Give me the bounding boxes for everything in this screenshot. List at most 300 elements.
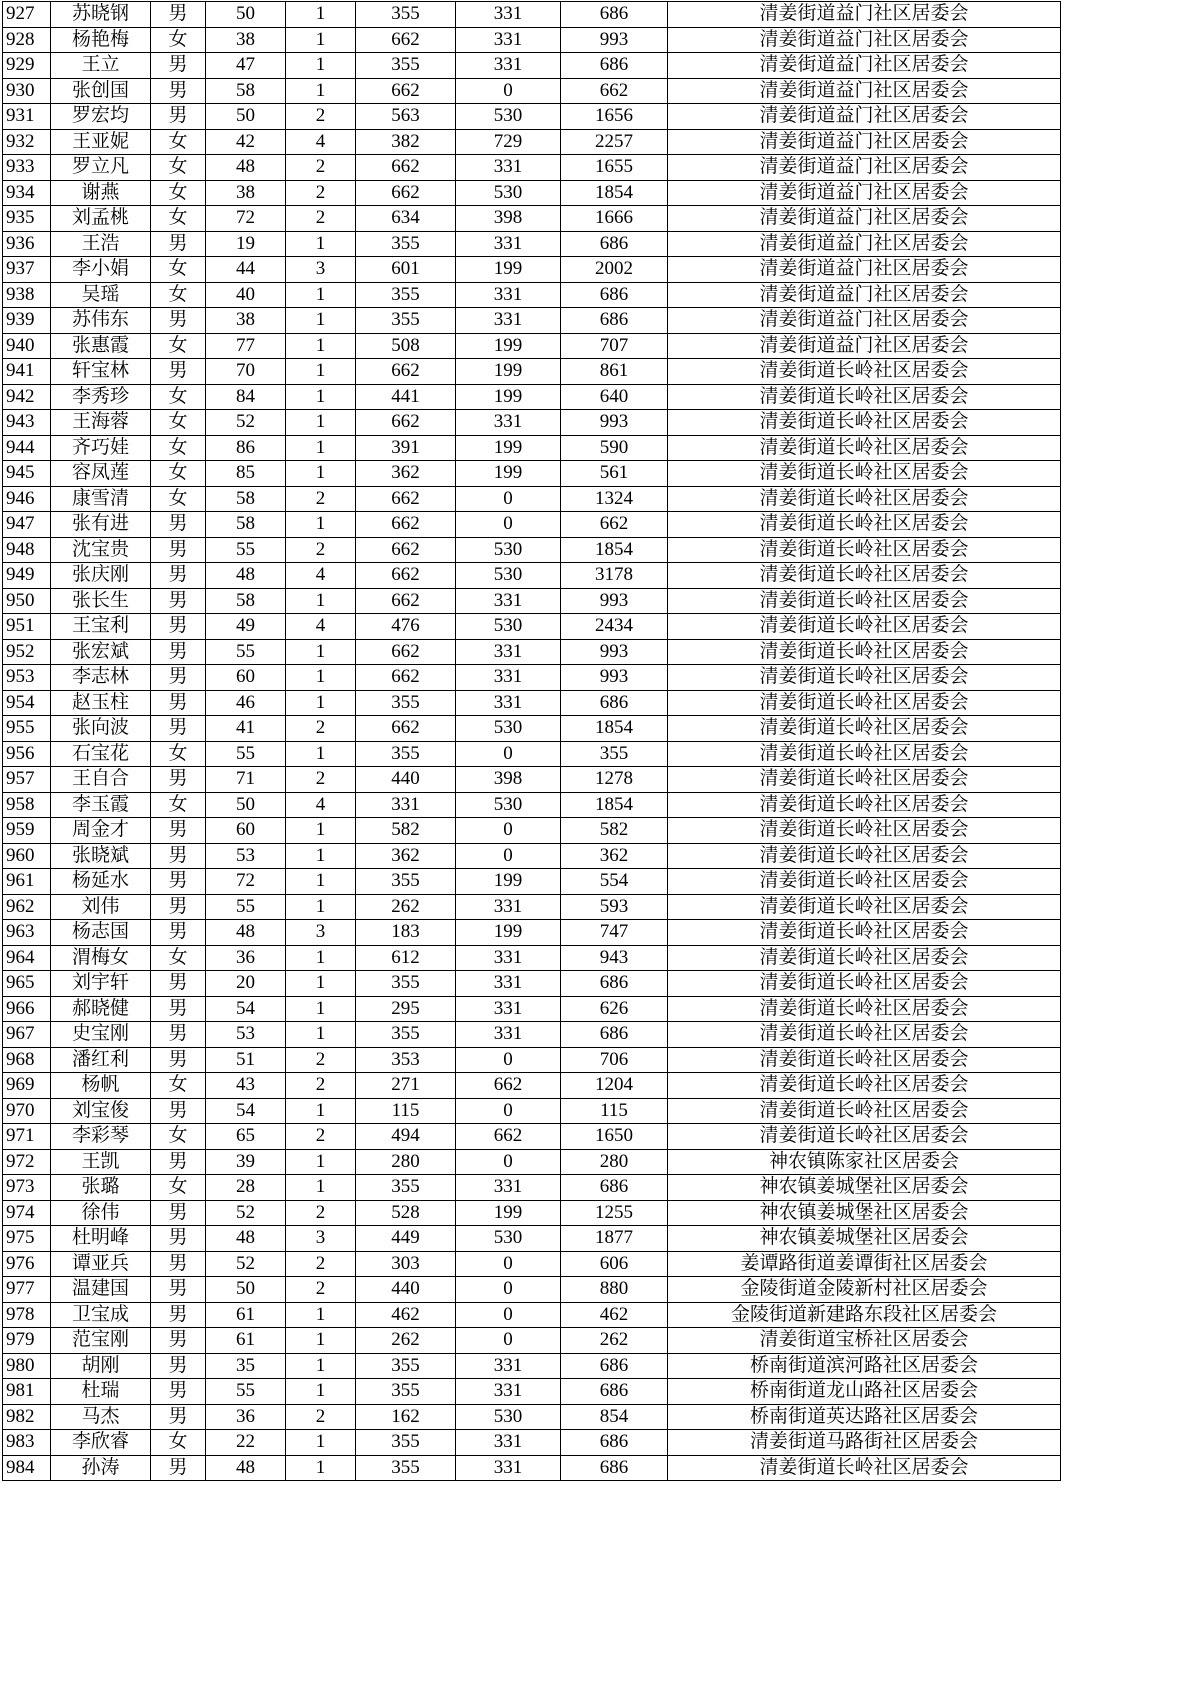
total-amount-cell: 2002 [561, 257, 668, 283]
household-size-cell: 2 [286, 155, 356, 181]
total-amount-cell: 707 [561, 333, 668, 359]
amount-b-cell: 199 [456, 435, 561, 461]
age-cell: 38 [206, 180, 286, 206]
gender-cell: 男 [151, 1353, 206, 1379]
row-number-cell: 951 [3, 614, 51, 640]
table-row [3, 563, 1061, 589]
name-cell: 赵玉柱 [51, 690, 151, 716]
row-number-cell: 940 [3, 333, 51, 359]
row-number-cell: 958 [3, 792, 51, 818]
row-number-cell: 934 [3, 180, 51, 206]
community-cell: 清姜街道长岭社区居委会 [668, 563, 1061, 589]
household-size-cell: 1 [286, 359, 356, 385]
household-size-cell: 2 [286, 716, 356, 742]
table-row [3, 996, 1061, 1022]
age-cell: 40 [206, 282, 286, 308]
age-cell: 51 [206, 1047, 286, 1073]
row-number-cell: 944 [3, 435, 51, 461]
age-cell: 38 [206, 27, 286, 53]
name-cell: 史宝刚 [51, 1022, 151, 1048]
community-cell: 清姜街道长岭社区居委会 [668, 920, 1061, 946]
amount-a-cell: 355 [356, 53, 456, 79]
community-cell: 清姜街道长岭社区居委会 [668, 818, 1061, 844]
community-cell: 清姜街道长岭社区居委会 [668, 716, 1061, 742]
household-size-cell: 1 [286, 1430, 356, 1456]
table-row [3, 639, 1061, 665]
row-number-cell: 981 [3, 1379, 51, 1405]
age-cell: 54 [206, 1098, 286, 1124]
gender-cell: 女 [151, 1175, 206, 1201]
table-row [3, 308, 1061, 334]
gender-cell: 女 [151, 206, 206, 232]
table-row [3, 1353, 1061, 1379]
gender-cell: 女 [151, 410, 206, 436]
name-cell: 范宝刚 [51, 1328, 151, 1354]
total-amount-cell: 686 [561, 1353, 668, 1379]
total-amount-cell: 1666 [561, 206, 668, 232]
amount-b-cell: 0 [456, 78, 561, 104]
row-number-cell: 957 [3, 767, 51, 793]
row-number-cell: 938 [3, 282, 51, 308]
table-row [3, 410, 1061, 436]
gender-cell: 男 [151, 537, 206, 563]
gender-cell: 女 [151, 155, 206, 181]
household-size-cell: 2 [286, 206, 356, 232]
household-size-cell: 1 [286, 588, 356, 614]
total-amount-cell: 1854 [561, 537, 668, 563]
gender-cell: 男 [151, 1277, 206, 1303]
household-size-cell: 2 [286, 1073, 356, 1099]
age-cell: 55 [206, 1379, 286, 1405]
name-cell: 谢燕 [51, 180, 151, 206]
table-row [3, 767, 1061, 793]
amount-a-cell: 303 [356, 1251, 456, 1277]
household-size-cell: 1 [286, 690, 356, 716]
gender-cell: 男 [151, 2, 206, 28]
gender-cell: 男 [151, 512, 206, 538]
amount-b-cell: 0 [456, 1047, 561, 1073]
row-number-cell: 927 [3, 2, 51, 28]
household-size-cell: 2 [286, 104, 356, 130]
community-cell: 清姜街道长岭社区居委会 [668, 767, 1061, 793]
amount-a-cell: 355 [356, 2, 456, 28]
table-row [3, 1047, 1061, 1073]
total-amount-cell: 686 [561, 1455, 668, 1481]
community-cell: 清姜街道长岭社区居委会 [668, 486, 1061, 512]
name-cell: 刘宇轩 [51, 971, 151, 997]
amount-a-cell: 355 [356, 231, 456, 257]
amount-a-cell: 462 [356, 1302, 456, 1328]
gender-cell: 女 [151, 180, 206, 206]
row-number-cell: 945 [3, 461, 51, 487]
community-cell: 清姜街道长岭社区居委会 [668, 843, 1061, 869]
age-cell: 50 [206, 1277, 286, 1303]
amount-b-cell: 331 [456, 894, 561, 920]
row-number-cell: 975 [3, 1226, 51, 1252]
age-cell: 46 [206, 690, 286, 716]
age-cell: 47 [206, 53, 286, 79]
row-number-cell: 965 [3, 971, 51, 997]
amount-a-cell: 662 [356, 512, 456, 538]
amount-b-cell: 331 [456, 1455, 561, 1481]
total-amount-cell: 2257 [561, 129, 668, 155]
name-cell: 张向波 [51, 716, 151, 742]
row-number-cell: 970 [3, 1098, 51, 1124]
age-cell: 71 [206, 767, 286, 793]
gender-cell: 女 [151, 435, 206, 461]
total-amount-cell: 262 [561, 1328, 668, 1354]
amount-b-cell: 331 [456, 1430, 561, 1456]
total-amount-cell: 1854 [561, 792, 668, 818]
total-amount-cell: 606 [561, 1251, 668, 1277]
table-row [3, 129, 1061, 155]
name-cell: 王宝利 [51, 614, 151, 640]
community-cell: 清姜街道益门社区居委会 [668, 308, 1061, 334]
total-amount-cell: 686 [561, 1022, 668, 1048]
table-row [3, 537, 1061, 563]
amount-a-cell: 355 [356, 741, 456, 767]
gender-cell: 男 [151, 843, 206, 869]
row-number-cell: 978 [3, 1302, 51, 1328]
row-number-cell: 984 [3, 1455, 51, 1481]
row-number-cell: 928 [3, 27, 51, 53]
gender-cell: 男 [151, 588, 206, 614]
name-cell: 李秀珍 [51, 384, 151, 410]
amount-b-cell: 331 [456, 996, 561, 1022]
amount-a-cell: 563 [356, 104, 456, 130]
row-number-cell: 936 [3, 231, 51, 257]
age-cell: 50 [206, 2, 286, 28]
table-row [3, 53, 1061, 79]
amount-a-cell: 162 [356, 1404, 456, 1430]
total-amount-cell: 686 [561, 1430, 668, 1456]
total-amount-cell: 1655 [561, 155, 668, 181]
amount-a-cell: 528 [356, 1200, 456, 1226]
name-cell: 杨延水 [51, 869, 151, 895]
age-cell: 20 [206, 971, 286, 997]
name-cell: 王浩 [51, 231, 151, 257]
row-number-cell: 949 [3, 563, 51, 589]
household-size-cell: 2 [286, 537, 356, 563]
total-amount-cell: 861 [561, 359, 668, 385]
household-size-cell: 1 [286, 665, 356, 691]
name-cell: 李欣睿 [51, 1430, 151, 1456]
community-cell: 清姜街道益门社区居委会 [668, 180, 1061, 206]
household-size-cell: 1 [286, 971, 356, 997]
total-amount-cell: 993 [561, 665, 668, 691]
gender-cell: 男 [151, 971, 206, 997]
amount-a-cell: 662 [356, 665, 456, 691]
amount-a-cell: 440 [356, 1277, 456, 1303]
total-amount-cell: 686 [561, 2, 668, 28]
table-row [3, 843, 1061, 869]
amount-b-cell: 331 [456, 308, 561, 334]
amount-a-cell: 355 [356, 1353, 456, 1379]
community-cell: 清姜街道长岭社区居委会 [668, 1455, 1061, 1481]
amount-b-cell: 331 [456, 155, 561, 181]
total-amount-cell: 362 [561, 843, 668, 869]
community-cell: 清姜街道长岭社区居委会 [668, 1073, 1061, 1099]
total-amount-cell: 115 [561, 1098, 668, 1124]
amount-b-cell: 530 [456, 104, 561, 130]
community-cell: 清姜街道益门社区居委会 [668, 53, 1061, 79]
community-cell: 清姜街道长岭社区居委会 [668, 945, 1061, 971]
age-cell: 84 [206, 384, 286, 410]
table-row [3, 180, 1061, 206]
total-amount-cell: 1255 [561, 1200, 668, 1226]
gender-cell: 男 [151, 1379, 206, 1405]
total-amount-cell: 554 [561, 869, 668, 895]
household-size-cell: 4 [286, 129, 356, 155]
amount-a-cell: 355 [356, 1379, 456, 1405]
community-cell: 清姜街道宝桥社区居委会 [668, 1328, 1061, 1354]
name-cell: 渭梅女 [51, 945, 151, 971]
household-size-cell: 1 [286, 639, 356, 665]
age-cell: 55 [206, 537, 286, 563]
age-cell: 43 [206, 1073, 286, 1099]
total-amount-cell: 686 [561, 971, 668, 997]
total-amount-cell: 880 [561, 1277, 668, 1303]
row-number-cell: 943 [3, 410, 51, 436]
household-size-cell: 1 [286, 512, 356, 538]
amount-a-cell: 355 [356, 282, 456, 308]
table-body [3, 2, 1061, 1481]
row-number-cell: 955 [3, 716, 51, 742]
table-row [3, 1251, 1061, 1277]
household-size-cell: 1 [286, 818, 356, 844]
total-amount-cell: 640 [561, 384, 668, 410]
amount-a-cell: 115 [356, 1098, 456, 1124]
amount-a-cell: 391 [356, 435, 456, 461]
row-number-cell: 980 [3, 1353, 51, 1379]
household-size-cell: 1 [286, 27, 356, 53]
community-cell: 金陵街道金陵新村社区居委会 [668, 1277, 1061, 1303]
age-cell: 77 [206, 333, 286, 359]
amount-a-cell: 662 [356, 155, 456, 181]
community-cell: 姜谭路街道姜谭街社区居委会 [668, 1251, 1061, 1277]
amount-b-cell: 530 [456, 792, 561, 818]
gender-cell: 男 [151, 78, 206, 104]
age-cell: 72 [206, 206, 286, 232]
amount-b-cell: 331 [456, 410, 561, 436]
age-cell: 22 [206, 1430, 286, 1456]
gender-cell: 男 [151, 359, 206, 385]
total-amount-cell: 686 [561, 231, 668, 257]
name-cell: 刘伟 [51, 894, 151, 920]
household-size-cell: 4 [286, 614, 356, 640]
row-number-cell: 935 [3, 206, 51, 232]
household-size-cell: 1 [286, 461, 356, 487]
age-cell: 61 [206, 1328, 286, 1354]
name-cell: 杨帆 [51, 1073, 151, 1099]
amount-a-cell: 476 [356, 614, 456, 640]
total-amount-cell: 626 [561, 996, 668, 1022]
gender-cell: 男 [151, 716, 206, 742]
gender-cell: 男 [151, 1302, 206, 1328]
gender-cell: 男 [151, 996, 206, 1022]
name-cell: 张有进 [51, 512, 151, 538]
community-cell: 清姜街道长岭社区居委会 [668, 690, 1061, 716]
age-cell: 48 [206, 1226, 286, 1252]
age-cell: 39 [206, 1149, 286, 1175]
gender-cell: 男 [151, 1226, 206, 1252]
table-row [3, 282, 1061, 308]
amount-a-cell: 634 [356, 206, 456, 232]
name-cell: 王亚妮 [51, 129, 151, 155]
table-row [3, 588, 1061, 614]
name-cell: 李玉霞 [51, 792, 151, 818]
household-size-cell: 2 [286, 1277, 356, 1303]
total-amount-cell: 3178 [561, 563, 668, 589]
household-size-cell: 1 [286, 333, 356, 359]
row-number-cell: 967 [3, 1022, 51, 1048]
table-row [3, 104, 1061, 130]
community-cell: 清姜街道长岭社区居委会 [668, 461, 1061, 487]
household-size-cell: 2 [286, 1047, 356, 1073]
amount-a-cell: 355 [356, 690, 456, 716]
table-row [3, 231, 1061, 257]
gender-cell: 男 [151, 1404, 206, 1430]
household-size-cell: 1 [286, 1149, 356, 1175]
name-cell: 张长生 [51, 588, 151, 614]
age-cell: 58 [206, 512, 286, 538]
gender-cell: 女 [151, 282, 206, 308]
amount-b-cell: 331 [456, 1175, 561, 1201]
name-cell: 孙涛 [51, 1455, 151, 1481]
community-cell: 清姜街道长岭社区居委会 [668, 614, 1061, 640]
community-cell: 清姜街道长岭社区居委会 [668, 996, 1061, 1022]
household-size-cell: 1 [286, 78, 356, 104]
gender-cell: 男 [151, 1455, 206, 1481]
name-cell: 杨志国 [51, 920, 151, 946]
gender-cell: 女 [151, 384, 206, 410]
row-number-cell: 929 [3, 53, 51, 79]
name-cell: 王自合 [51, 767, 151, 793]
community-cell: 清姜街道长岭社区居委会 [668, 639, 1061, 665]
household-size-cell: 1 [286, 53, 356, 79]
total-amount-cell: 1324 [561, 486, 668, 512]
name-cell: 王凯 [51, 1149, 151, 1175]
age-cell: 48 [206, 155, 286, 181]
amount-b-cell: 331 [456, 1379, 561, 1405]
community-cell: 金陵街道新建路东段社区居委会 [668, 1302, 1061, 1328]
amount-b-cell: 0 [456, 1328, 561, 1354]
household-size-cell: 2 [286, 1200, 356, 1226]
row-number-cell: 942 [3, 384, 51, 410]
age-cell: 52 [206, 410, 286, 436]
gender-cell: 男 [151, 1328, 206, 1354]
total-amount-cell: 1854 [561, 716, 668, 742]
gender-cell: 男 [151, 1251, 206, 1277]
table-row [3, 1098, 1061, 1124]
row-number-cell: 932 [3, 129, 51, 155]
age-cell: 70 [206, 359, 286, 385]
total-amount-cell: 1204 [561, 1073, 668, 1099]
name-cell: 李彩琴 [51, 1124, 151, 1150]
amount-a-cell: 355 [356, 971, 456, 997]
gender-cell: 女 [151, 257, 206, 283]
community-cell: 清姜街道长岭社区居委会 [668, 792, 1061, 818]
community-cell: 清姜街道长岭社区居委会 [668, 1047, 1061, 1073]
amount-a-cell: 662 [356, 537, 456, 563]
age-cell: 72 [206, 869, 286, 895]
amount-a-cell: 662 [356, 78, 456, 104]
table-row [3, 1175, 1061, 1201]
gender-cell: 男 [151, 1098, 206, 1124]
row-number-cell: 930 [3, 78, 51, 104]
total-amount-cell: 686 [561, 1379, 668, 1405]
name-cell: 郝晓健 [51, 996, 151, 1022]
row-number-cell: 974 [3, 1200, 51, 1226]
total-amount-cell: 993 [561, 27, 668, 53]
household-size-cell: 1 [286, 1022, 356, 1048]
household-size-cell: 2 [286, 1404, 356, 1430]
age-cell: 48 [206, 920, 286, 946]
row-number-cell: 954 [3, 690, 51, 716]
amount-a-cell: 440 [356, 767, 456, 793]
amount-a-cell: 355 [356, 1455, 456, 1481]
household-size-cell: 1 [286, 308, 356, 334]
total-amount-cell: 593 [561, 894, 668, 920]
gender-cell: 女 [151, 129, 206, 155]
amount-b-cell: 729 [456, 129, 561, 155]
row-number-cell: 931 [3, 104, 51, 130]
name-cell: 杜瑞 [51, 1379, 151, 1405]
age-cell: 36 [206, 945, 286, 971]
household-size-cell: 3 [286, 1226, 356, 1252]
gender-cell: 男 [151, 1200, 206, 1226]
table-row [3, 155, 1061, 181]
table-row [3, 971, 1061, 997]
gender-cell: 女 [151, 1124, 206, 1150]
community-cell: 清姜街道益门社区居委会 [668, 104, 1061, 130]
table-row [3, 690, 1061, 716]
age-cell: 53 [206, 1022, 286, 1048]
row-number-cell: 966 [3, 996, 51, 1022]
name-cell: 苏伟东 [51, 308, 151, 334]
amount-b-cell: 331 [456, 665, 561, 691]
row-number-cell: 961 [3, 869, 51, 895]
total-amount-cell: 686 [561, 308, 668, 334]
amount-a-cell: 382 [356, 129, 456, 155]
name-cell: 杜明峰 [51, 1226, 151, 1252]
age-cell: 50 [206, 792, 286, 818]
household-size-cell: 2 [286, 180, 356, 206]
community-cell: 清姜街道长岭社区居委会 [668, 410, 1061, 436]
table-row [3, 614, 1061, 640]
table-row [3, 920, 1061, 946]
age-cell: 65 [206, 1124, 286, 1150]
name-cell: 张宏斌 [51, 639, 151, 665]
name-cell: 石宝花 [51, 741, 151, 767]
amount-b-cell: 331 [456, 690, 561, 716]
table-row [3, 1302, 1061, 1328]
row-number-cell: 976 [3, 1251, 51, 1277]
row-number-cell: 948 [3, 537, 51, 563]
community-cell: 清姜街道长岭社区居委会 [668, 1098, 1061, 1124]
household-size-cell: 1 [286, 384, 356, 410]
age-cell: 58 [206, 588, 286, 614]
household-size-cell: 1 [286, 945, 356, 971]
amount-b-cell: 530 [456, 180, 561, 206]
community-cell: 清姜街道益门社区居委会 [668, 2, 1061, 28]
community-cell: 清姜街道长岭社区居委会 [668, 741, 1061, 767]
community-cell: 清姜街道长岭社区居委会 [668, 537, 1061, 563]
table-row [3, 869, 1061, 895]
name-cell: 谭亚兵 [51, 1251, 151, 1277]
age-cell: 60 [206, 818, 286, 844]
name-cell: 徐伟 [51, 1200, 151, 1226]
